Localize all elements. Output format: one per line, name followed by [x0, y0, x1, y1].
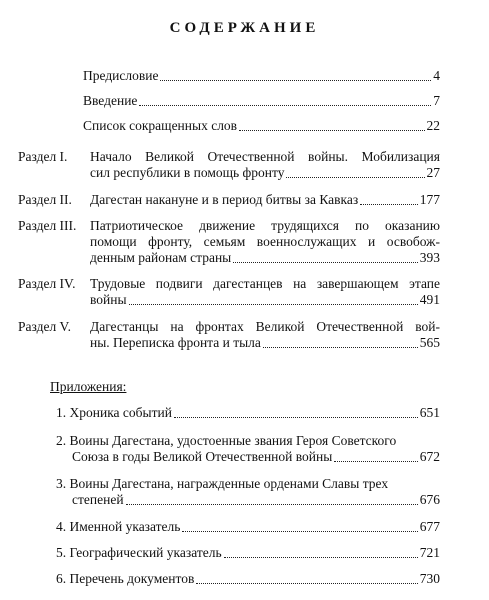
- toc-entry-appendix-4[interactable]: [56, 519, 440, 535]
- dot-leader: [360, 204, 418, 205]
- dot-leader: [263, 347, 418, 348]
- toc-entry-page: 393: [419, 250, 440, 265]
- toc-entry-page: 491: [419, 292, 440, 307]
- toc-entry-appendix-5[interactable]: [56, 545, 440, 561]
- toc-entry-preface[interactable]: [83, 68, 440, 84]
- toc-entry-label: ны. Переписка фронта и тыла: [90, 335, 261, 350]
- dot-leader: [182, 531, 417, 532]
- toc-entry-section-3[interactable]: [90, 250, 440, 266]
- toc-entry-label: Дагестан накануне и в период битвы за Кавказ: [90, 192, 359, 207]
- toc-entry-appendix-3[interactable]: [72, 492, 440, 508]
- section-title-line: помощи фронту, семьям военнослужащих и освобож-: [90, 234, 440, 249]
- toc-entry-page: 721: [419, 545, 440, 560]
- dot-leader: [239, 130, 424, 131]
- section-title-line: Начало Великой Отечественной войны. Мобилизация: [90, 149, 440, 164]
- toc-entry-label: Союза в годы Великой Отечественной войны: [72, 449, 333, 464]
- dot-leader: [160, 80, 431, 81]
- toc-entry-label: степеней: [72, 492, 124, 507]
- toc-entry-abbreviations[interactable]: [83, 118, 440, 134]
- section-number: Раздел II.: [18, 192, 72, 207]
- toc-entry-page: 22: [426, 118, 440, 133]
- dot-leader: [334, 461, 417, 462]
- dot-leader: [224, 557, 418, 558]
- toc-entry-section-1[interactable]: [90, 165, 440, 181]
- toc-entry-label: 5. Географический указатель: [56, 545, 222, 560]
- dot-leader: [286, 177, 424, 178]
- section-title-line: Трудовые подвиги дагестанцев на завершающем этапе: [90, 276, 440, 291]
- dot-leader: [174, 417, 418, 418]
- toc-entry-page: 177: [419, 192, 440, 207]
- dot-leader: [139, 105, 431, 106]
- toc-entry-label: денным районам страны: [90, 250, 232, 265]
- section-title-line: Дагестанцы на фронтах Великой Отечественной вой-: [90, 319, 440, 334]
- toc-entry-page: 672: [419, 449, 440, 464]
- toc-entry-label: сил республики в помощь фронту: [90, 165, 285, 180]
- toc-entry-introduction[interactable]: [83, 93, 440, 109]
- appendix-title-line: 3. Воины Дагестана, награжденные орденами Славы трех: [56, 476, 389, 491]
- section-number: Раздел V.: [18, 319, 71, 334]
- toc-entry-label: Список сокращенных слов: [83, 118, 238, 133]
- toc-entry-section-2[interactable]: [90, 192, 440, 208]
- toc-entry-label: 4. Именной указатель: [56, 519, 181, 534]
- page-title: СОДЕРЖАНИЕ: [169, 20, 320, 36]
- toc-entry-label: 1. Хроника событий: [56, 405, 172, 420]
- dot-leader: [233, 262, 418, 263]
- toc-entry-page: 677: [419, 519, 440, 534]
- section-number: Раздел III.: [18, 218, 77, 233]
- toc-entry-label: Введение: [83, 93, 138, 108]
- dot-leader: [129, 304, 418, 305]
- toc-entry-page: 4: [433, 68, 440, 83]
- toc-entry-label: войны: [90, 292, 127, 307]
- toc-entry-page: 7: [433, 93, 440, 108]
- toc-entry-page: 730: [419, 571, 440, 586]
- toc-entry-page: 565: [419, 335, 440, 350]
- appendix-heading: Приложения:: [50, 379, 127, 394]
- toc-entry-section-5[interactable]: [90, 335, 440, 351]
- toc-entry-page: 651: [419, 405, 440, 420]
- toc-entry-appendix-2[interactable]: [72, 449, 440, 465]
- toc-entry-page: 27: [426, 165, 440, 180]
- toc-entry-label: 6. Перечень документов: [56, 571, 195, 586]
- dot-leader: [126, 504, 418, 505]
- toc-entry-label: Предисловие: [83, 68, 159, 83]
- dot-leader: [196, 583, 417, 584]
- section-number: Раздел I.: [18, 149, 68, 164]
- toc-entry-appendix-1[interactable]: [56, 405, 440, 421]
- toc-entry-page: 676: [419, 492, 440, 507]
- toc-entry-appendix-6[interactable]: [56, 571, 440, 587]
- toc-entry-section-4[interactable]: [90, 292, 440, 308]
- appendix-title-line: 2. Воины Дагестана, удостоенные звания Героя Советского: [56, 433, 397, 448]
- section-number: Раздел IV.: [18, 276, 76, 291]
- section-title-line: Патриотическое движение трудящихся по оказанию: [90, 218, 440, 233]
